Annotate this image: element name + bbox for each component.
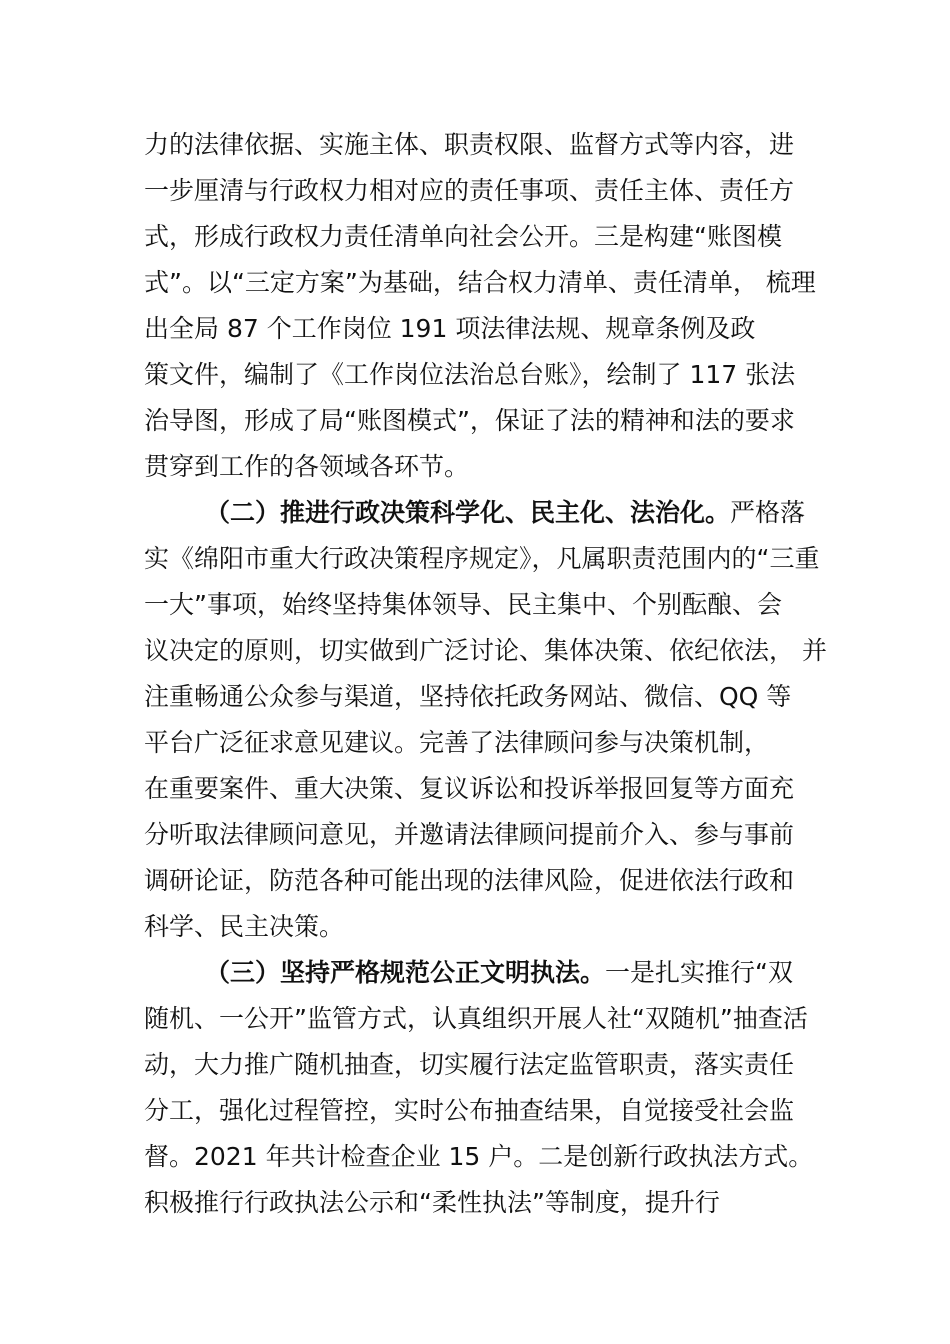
paragraph-line: 随机、一公开”监管方式，认真组织开展人社“双随机”抽查活 — [144, 1004, 808, 1033]
paragraph-line: 式，形成行政权力责任清单向社会公开。三是构建“账图模 — [144, 222, 782, 251]
paragraph-line: 分工，强化过程管控，实时公布抽查结果，自觉接受社会监 — [144, 1096, 795, 1125]
paragraph-line: 分听取法律顾问意见，并邀请法律顾问提前介入、参与事前 — [144, 820, 795, 849]
section-2-heading: （二）推进行政决策科学化、民主化、法治化。 — [205, 498, 731, 527]
paragraph-line: 出全局 87 个工作岗位 191 项法律法规、规章条例及政 — [144, 314, 756, 343]
paragraph-line: 督。2021 年共计检查企业 15 户。二是创新行政执法方式。 — [144, 1142, 814, 1171]
paragraph-line: 一步厘清与行政权力相对应的责任事项、责任主体、责任方 — [144, 176, 795, 205]
section-3-first-line — [205, 958, 793, 988]
section-3-heading: （三）坚持严格规范公正文明执法。 — [205, 958, 606, 987]
paragraph-line: 力的法律依据、实施主体、职责权限、监督方式等内容，进 — [144, 130, 795, 159]
paragraph-line: 科学、民主决策。 — [144, 912, 345, 941]
paragraph-line: 在重要案件、重大决策、复议诉讼和投诉举报回复等方面充 — [144, 774, 795, 803]
paragraph-line: 策文件，编制了《工作岗位法治总台账》，绘制了 117 张法 — [144, 360, 796, 389]
section-2-first-line — [205, 498, 805, 528]
paragraph-line: 动，大力推广随机抽查，切实履行法定监管职责，落实责任 — [144, 1050, 795, 1079]
paragraph-line: 式”。以“三定方案”为基础，结合权力清单、责任清单， 梳理 — [144, 268, 816, 297]
section-3-heading-rest: 一是扎实推行“双 — [605, 958, 793, 987]
paragraph-line: 积极推行行政执法公示和“柔性执法”等制度，提升行 — [144, 1188, 720, 1217]
paragraph-line: 平台广泛征求意见建议。完善了法律顾问参与决策机制， — [144, 728, 770, 757]
paragraph-line: 贯穿到工作的各领域各环节。 — [144, 452, 470, 481]
paragraph-line: 注重畅通公众参与渠道，坚持依托政务网站、微信、QQ 等 — [144, 682, 792, 711]
section-2-heading-rest: 严格落 — [730, 498, 806, 527]
paragraph-line: 调研论证，防范各种可能出现的法律风险，促进依法行政和 — [144, 866, 795, 895]
paragraph-line: 实《绵阳市重大行政决策程序规定》，凡属职责范围内的“三重 — [144, 544, 820, 573]
paragraph-line: 治导图，形成了局“账图模式”，保证了法的精神和法的要求 — [144, 406, 795, 435]
paragraph-line: 议决定的原则，切实做到广泛讨论、集体决策、依纪依法， 并 — [144, 636, 827, 665]
paragraph-line: 一大”事项，始终坚持集体领导、民主集中、个别酝酿、会 — [144, 590, 782, 619]
